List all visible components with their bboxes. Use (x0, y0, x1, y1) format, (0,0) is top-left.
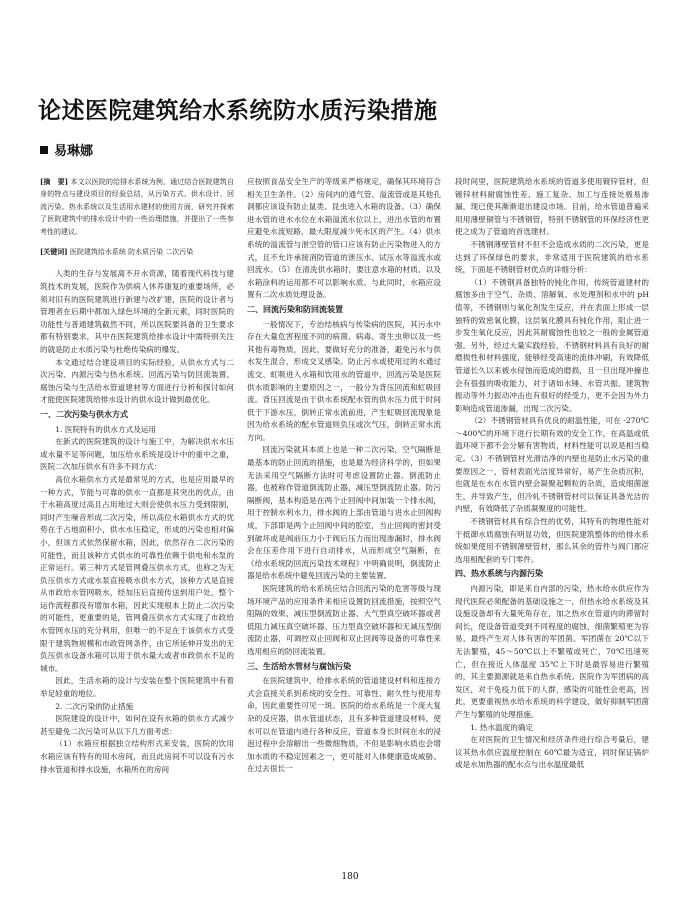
page-number: 180 (341, 872, 359, 882)
author-name: 易琳娜 (54, 144, 94, 159)
paragraph: 医院建筑的给水系统应结合回流污染的危害等级与现场环境产品的应用条件来相应设置防回流措施，按照空气阻隔的效果、减压型倒流防止器、大气型真空破坏器或者低阻力减压真空破坏器、压力型真空破坏器和无减压型倒流防止器，可调控双止回阀和双止回阀等设备的可靠性来选用相应的防回流装置。 (247, 584, 441, 656)
article-title: 论述医院建筑给水系统防水质污染措施 (38, 98, 438, 124)
column-3 (455, 176, 649, 772)
section-heading: 四、热水系统与内源污染 (455, 569, 543, 579)
subsection-heading: 1. 热水温度的确定 (470, 722, 534, 732)
paragraph: （1）水箱应根据独立结构形式来安装，医院的饮用水箱应该有特有的用水房间，而且此房间不可以设有污水排水管道和排水设施，水箱所在的房间 (40, 739, 234, 774)
paragraph: 人类的生存与发展离不开水资源，随着现代科技与建筑技术的发展，医院作为供病人休养康复的重要场所，必须对旧有的医院建筑进行新建与改扩建，医院的设计者与管理者在后期中都加入绿色环境的全新元素，同时医院的功能性与普通建筑截然不同，所以医院要具备的卫生要求都有特别要求，其中在医院建筑给排水设计中需特别关注的就是防止水质污染与杜绝传染病的爆发。 (40, 269, 234, 354)
paragraph: 一般情况下，专治结核病与传染病的医院，其污水中存在大量危害程度不同的病菌、病毒、寄生虫卵以及一些其他有毒物质，因此，要做好充分的准备，避免污水与供水发生混合，形成交叉感染。防止污水或使用过的水通过流交、虹吸进入水箱和饮用水的管道中，回流污染是医院供水质影响的主要原因之一，一般分为背压回流和虹吸回流。背压回流是由于供水系统配水管的供水压力低于时间低于下游水压，倒转正常水流前进，产生虹吸回流现象是因为给水系统的配水管道则负压或次气压，倒转正常水流方向。 (247, 319, 441, 442)
column-1 (40, 176, 234, 776)
keywords (40, 246, 234, 258)
paragraph: （2）不锈钢管材具有优良的耐温性能，可在 -270℃～400℃的环境下进行长期有效的安全工作，在高温或低温环境下都不会分解有害物质，材料性能可以说是相当稳定。（3）不锈钢管材光滑洁净的内壁也是防止水污染的重要原因之一，管材表面光洁度异常好，易产生杂质沉积，也就是在水在水管内壁会凝聚起颗粒的杂质，造成细菌滋生，并导致产生，但冷轧不锈钢管材可以保证具备光洁的内壁，有效降低了杂质凝聚度的可能性。 (455, 416, 649, 514)
abstract-text: 本文以医院的给排水系统为例，通过结合医院建筑自身的特点与建设项目的经验总结，从污染方式、供水设计、回流污染、热水系统以及生活用水建材的使用方面，研究并探索了医院建筑中的排水设计中的一些治理措施，并提出了一些参考性的建议。 (40, 178, 234, 236)
paragraph: 应按照食品安全生产的等级来严格规定，确保其环境符合相关卫生条件。（2）房间内的通气管、溢流管或是其他孔洞都应该设有防止鼠类、昆虫进入水箱的设备。（3）确保进水管的进水水位在水箱溢流水位以上，进出水管的布置应避免水流短路，最大限度减少死水区的产生。（4）供水系统的溢流管与泄空管的管口应该有防止污染物进入的方式，且不允许承接消防管道的泄压水、试压水等溢流水或回流水。（5）在清洗供水箱时，要注意水箱的材质、以及水箱涂料的运用都不可以影响水质。与此同时，水箱应设置有二次水质处理设备。 (247, 177, 441, 300)
paragraph: 在新式的医院建筑的设计与施工中，为解决供水水压或水量不足等问题，加压给水系统是设计中的重中之重，医院二次加压供水有许多不同方式： (40, 437, 234, 472)
paragraph: 医院建设的设计中，如何在设有水箱的供水方式减少甚至避免二次污染可从以下几方面考虑： (40, 714, 234, 736)
section-heading: 三、生活给水管材与腐蚀污染 (247, 661, 351, 671)
paragraph: 内源污染，即是来自内部的污染，热水给水供应作为现代医院必须配备的基础设施之一，但热水给水系统及其设施设备却有大量死角存在，加之热水在管道内的滞留时间长，使设备管道受到不同程度的腐蚀，细菌繁殖更为容易，最终产生对人体有害的军团菌。军团菌在 20℃以下无法繁殖，45～50℃以上不繁殖或死亡，70℃迅速死亡，但在接近人体温度 35℃上下时是最容易进行繁殖的，其主要源源就是来自热水系统。医院作为军团病的高发区，对于免疫力低下的人群，感染的可能性会更高，因此，更要重视热水给水系统的科学建设，做好抑制军团菌产生与繁殖的处理措施。 (455, 584, 649, 719)
square-bullet-icon (40, 146, 48, 154)
keywords-text: 医院建筑给水系统 防水质污染 二次污染 (69, 248, 194, 257)
paragraph: 本文通过结合建设项目的实际经验，从供水方式与二次污染、内源污染与热水系统、回流污染与防回流装置、腐蚀污染与生活给水管道建材等方面进行分析和探讨如何才能使医院建筑给排水设计的供水设计做到最优化。 (40, 357, 234, 405)
keywords-label: [关键词] (40, 247, 68, 257)
abstract-label: [摘 要] (40, 177, 69, 186)
paragraph: 高位水箱供水方式是最常见的方式，也是应用最早的一种方式，节能与可靠的供水一直都是其突出的优点，由于水箱高度过高且占用地过大则会使供水压力受到限制，同时产生噪音形成二次污染，所以高位水箱供水方式的优势在于占地面积小，供水水压稳定，形成的污染也相对偏小，但该方式依然保留水箱，因此，依然存在二次污染的可能性，而且该种方式供水的可靠性依赖于供电和水泵的正常运行。第三种方式是管网叠压供水方式，也称之为无负压供水方式或水泵直接吸水供水方式，该种方式是直接从市政给水管网吸水，经加压后直接传送到用户处，整个运作流程都没有增加水箱，因此实现根本上防止二次污染的可能性，更重要的是，管网叠压供水方式实现了市政给水管网水压的充分利用，但唯一的不足在于该供水方式受限于建筑物规模和市政管网条件，由它所延伸开发出的无负压供水设备水箱可以用于供水量大或者市政供水不足的城市。 (40, 474, 234, 673)
paragraph: 段时间里，医院建筑给水系统的管道多使用镀锌管材，但镀锌材料耐腐蚀性差、施工复杂、加工与连接处极易渗漏，现已使其渐渐退出建设市场。目前，给水管道普遍采用用薄壁铜管与不锈钢管，特别不锈钢管的环保经济性更使之成为了管道的首选建材。 (455, 177, 649, 237)
author-line (40, 140, 93, 159)
section-heading: 二、回流污染和防回流装置 (247, 304, 343, 314)
paragraph: 在对医院的卫生情况和经济条件进行综合考量后，建议其热水供应温度控制在 60℃最为适宜，同时保证锅炉或是水加热器的配水点与出水温度最低 (455, 735, 649, 770)
abstract (40, 176, 234, 238)
paragraph: 不锈钢管材具有综合性的优势，其特有的物理性能对于抵御水质腐蚀有明显功效，但医院建筑整体的给排水系统如果使用不锈钢薄壁管材，那么其余的管件与阀门都应选用相配套的专门零件。 (455, 517, 649, 564)
column-2 (247, 176, 441, 776)
paragraph: 回流污染就其本质上也是一种二次污染，空气隔断是最基本的防止回流的措施，也是最为经济科学的，但如果无法采用空气隔断方法时可考虑设置防止器。倒流防止器，也被称作管道倒流防止器，减压型倒流防止器。防污隔断阀，基本构造是在两个止回阀中间加装一个排水阀，用于控制水利水力，排水阀的上部由管道与进水止回阀构成，下部即是两个止回阀中间的腔室，当止回阀的密封受到破坏或是阀前压力小于阀后压力而出现渗漏时，排水阀会在压差作用下进行自动排水，从而形成空气隔断，在《给水系统防回流污染技术规程》中明确说明，倒流防止器是给水系统中避免回流污染的主要装置。 (247, 445, 441, 581)
paragraph: （1）不锈钢具备独特的钝化作用，传统管道建材的腐蚀多由于空气、杂质、溶解氧、水处理剂和水中的 pH 值等，不锈钢则与氧化剂发生反应，并在表面上形成一层独特的致密氧化膜，这层氧化膜具有钝化作用，阻止进一步发生氧化反应，因此其耐腐蚀性也较之一般的金属管道强。另外，经过大量实践经验，不锈钢材料具有良好的耐磨损性和材料强度，能够经受高速的流体冲刷，有效降低管道长久以来被水侵蚀而造成的磨损，且一旦出现冲撞也会有很强的吸收能力，对于诸如水锤、水管共振、建筑物振动等外力振动冲击也有很好的经受力，更不会因为外力影响造成管道渗漏，出现二次污染。 (455, 277, 649, 413)
paragraph: 不锈钢薄壁管材不但不会造成水质的二次污染，更是达到了环保绿色的要求，非常适用于医院建筑的给水系统，下面是不锈钢管材优点的详细分析： (455, 239, 649, 275)
section-heading: 一、二次污染与供水方式 (40, 409, 128, 419)
paragraph: 在医院建筑中，给排水系统的管道建设材料和连接方式会直接关系到系统的安全性、可靠性、耐久性与使用寿命，因此重要性可见一斑。医院的给水系统是一个庞大复杂的反应器，供水管道状态，且有多种管道建设材料，使水可以在管道内进行各种反应，管道本身长时间在水的浸泡过程中会溶解出一些微细物质，不但是影响水质也会增加水质的不稳定因素之一，更可能对人体健康造成威胁。在过去很长一 (247, 676, 441, 774)
paragraph: 因此，生活水箱的设计与安装在整个医院建筑中有着举足轻重的地位。 (40, 676, 234, 699)
subsection-heading: 1. 医院特有的供水方式及运用 (55, 424, 156, 434)
subsection-heading: 2. 二次污染的防止措施 (55, 701, 134, 711)
